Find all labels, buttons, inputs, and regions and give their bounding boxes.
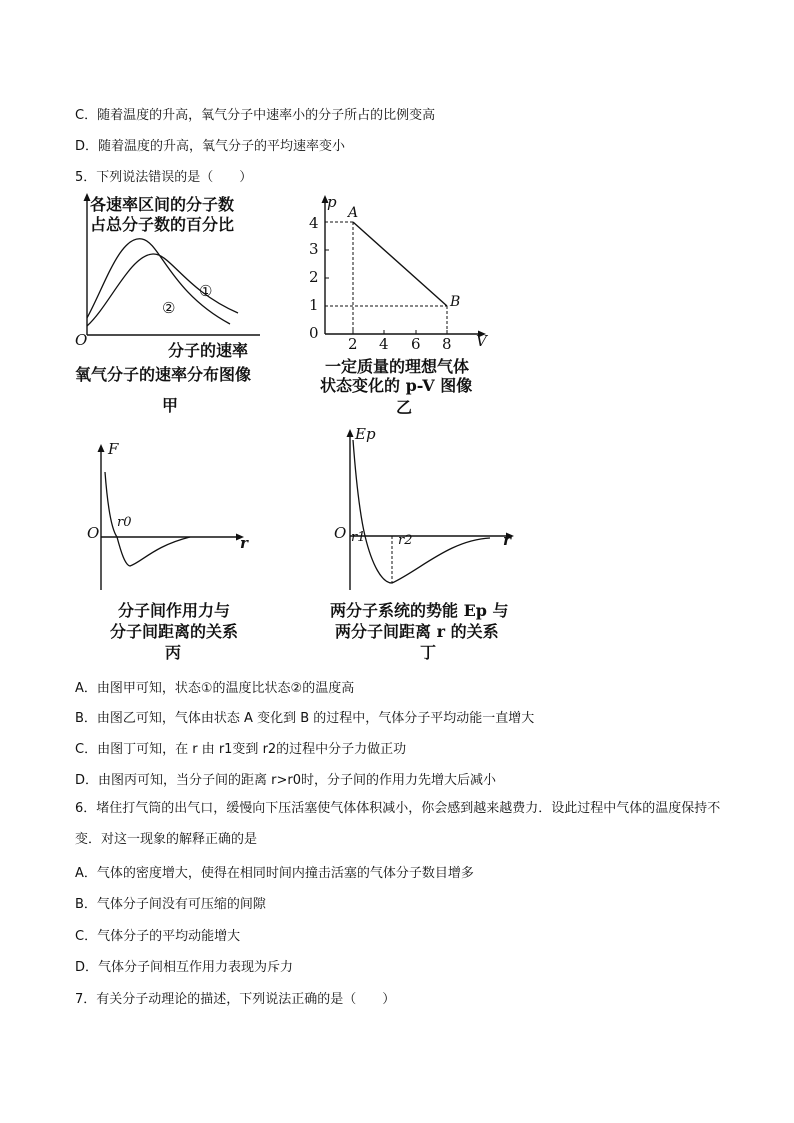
bing-f-arrow [98, 444, 105, 452]
yi-ab-line [353, 222, 447, 306]
ding-origin: O [334, 524, 347, 542]
option-d-previous: D．随着温度的升高，氧气分子的平均速率变小 [75, 139, 346, 154]
bing-origin: O [87, 524, 100, 542]
bing-tag: 丙 [165, 643, 182, 662]
ding-ep-curve [353, 440, 490, 583]
yi-xtick-4: 4 [379, 335, 389, 353]
yi-ytick-3: 3 [309, 240, 319, 258]
ding-r1-label: r1 [351, 530, 366, 545]
jia-tag: 甲 [162, 396, 179, 415]
ding-tag: 丁 [420, 643, 437, 662]
ding-ep-label: Ep [355, 425, 376, 443]
question-5-option-d: D．由图丙可知，当分子间的距离 r>r0时，分子间的作用力先增大后减小 [75, 773, 496, 788]
figure-yi [300, 192, 500, 352]
question-5-stem: 5．下列说法错误的是（ ） [75, 170, 253, 185]
yi-point-a: A [348, 205, 359, 221]
ding-ep-arrow [347, 429, 354, 437]
yi-caption-line1: 一定质量的理想气体 [325, 357, 470, 376]
question-6-stem: 6．堵住打气筒的出气口，缓慢向下压活塞使气体体积减小，你会感到越来越费力．设此过程中气体的温度保持不变．对这一现象的解释正确的是 [75, 801, 721, 847]
yi-xtick-2: 2 [348, 335, 358, 353]
bing-f-label: F [108, 440, 119, 458]
yi-xtick-6: 6 [411, 335, 421, 353]
jia-ylabel-line2: 占总分子数的百分比 [90, 215, 235, 234]
question-6-option-d: D．气体分子间相互作用力表现为斥力 [75, 960, 294, 975]
figure-ding [340, 425, 540, 595]
question-5-option-c: C．由图丁可知，在 r 由 r1变到 r2的过程中分子力做正功 [75, 742, 407, 757]
jia-origin: O [75, 331, 88, 349]
yi-p-label: p [327, 193, 337, 211]
ding-r-label: r [503, 531, 511, 549]
jia-ylabel-line1: 各速率区间的分子数 [90, 195, 235, 214]
question-5-option-b: B．由图乙可知，气体由状态 A 变化到 B 的过程中，气体分子平均动能一直增大 [75, 711, 535, 726]
jia-caption: 氧气分子的速率分布图像 [75, 365, 252, 384]
yi-ytick-4: 4 [309, 214, 319, 232]
ding-r2-label: r2 [398, 533, 413, 548]
yi-tag: 乙 [396, 398, 413, 417]
yi-ytick-0: 0 [309, 324, 319, 342]
bing-caption-line1: 分子间作用力与 [118, 601, 231, 620]
bing-r-label: r [240, 534, 248, 552]
option-c-previous: C．随着温度的升高，氧气分子中速率小的分子所占的比例变高 [75, 108, 436, 123]
jia-curve-2-label: ② [162, 299, 176, 317]
bing-r0-label: r0 [117, 515, 132, 530]
question-6-option-b: B．气体分子间没有可压缩的间隙 [75, 897, 266, 912]
bing-caption-line2: 分子间距离的关系 [110, 622, 239, 641]
jia-xlabel: 分子的速率 [168, 341, 249, 360]
ding-caption-line2: 两分子间距离 r 的关系 [335, 622, 499, 641]
question-6-option-a: A．气体的密度增大，使得在相同时间内撞击活塞的气体分子数目增多 [75, 866, 474, 881]
yi-v-label: V [476, 332, 487, 350]
yi-ytick-1: 1 [309, 296, 319, 314]
yi-ytick-2: 2 [309, 268, 319, 286]
ding-caption-line1: 两分子系统的势能 Ep 与 [330, 601, 509, 620]
question-6-option-c: C．气体分子的平均动能增大 [75, 929, 241, 944]
yi-xtick-8: 8 [442, 335, 452, 353]
jia-curve-1-label: ① [199, 282, 213, 300]
yi-caption-line2: 状态变化的 p-V 图像 [320, 376, 473, 395]
question-7-stem: 7．有关分子动理论的描述，下列说法正确的是（ ） [75, 992, 396, 1007]
yi-point-b: B [450, 294, 461, 310]
question-5-option-a: A．由图甲可知，状态①的温度比状态②的温度高 [75, 681, 355, 696]
